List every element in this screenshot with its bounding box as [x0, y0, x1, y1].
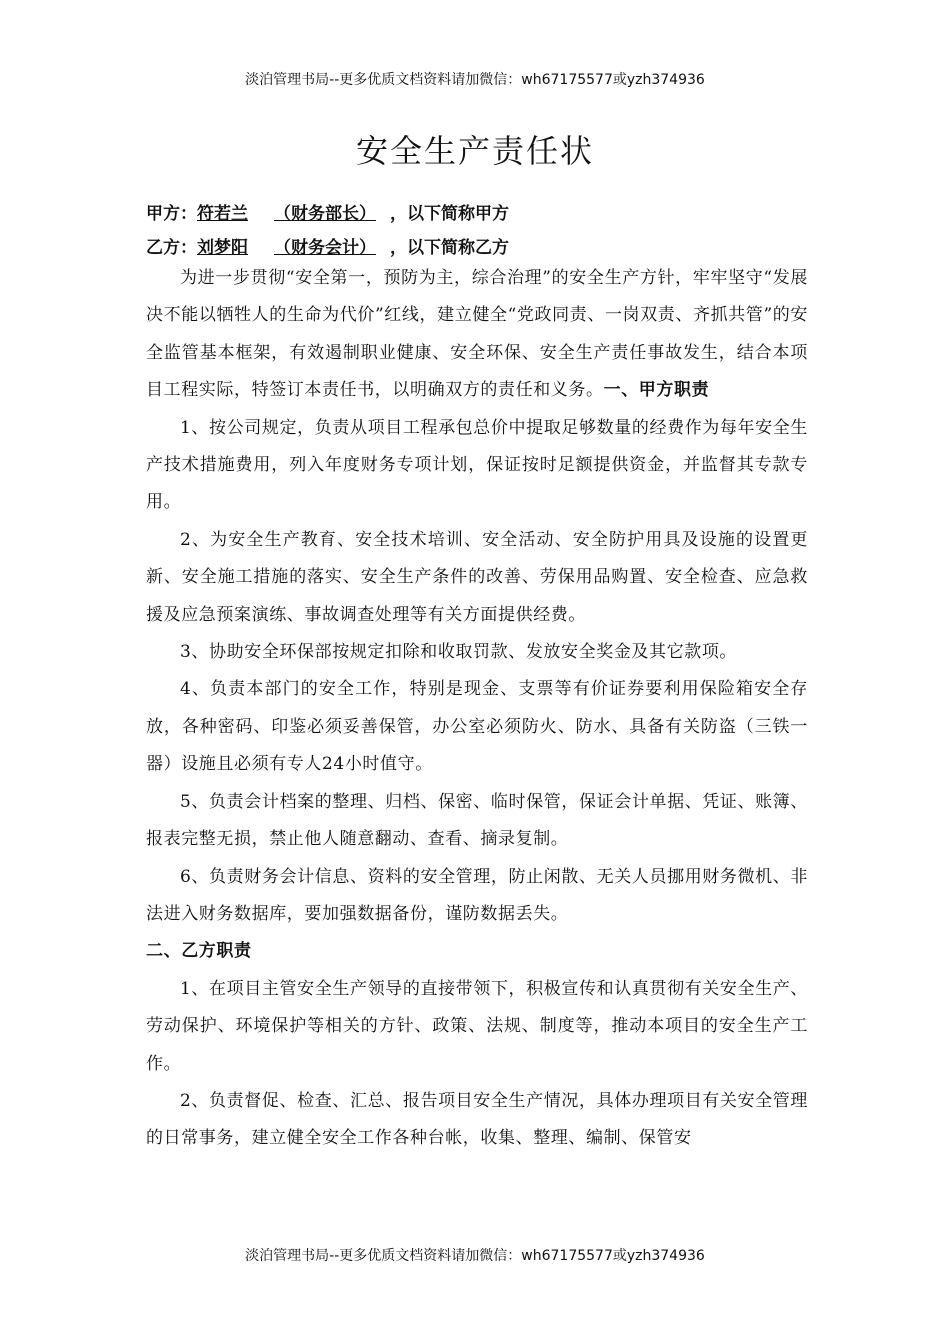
section-1-item: 5、负责会计档案的整理、归档、保密、临时保管，保证会计单据、凭证、账簿、报表完整无损，禁止他人随意翻动、查看、摘录复制。 [146, 791, 808, 850]
party-b-suffix: ，以下简称乙方 [390, 238, 509, 258]
party-b-role: （财务会计） [274, 238, 376, 258]
party-b-name-field [197, 238, 390, 258]
party-a-line [146, 199, 826, 224]
party-a-name-field [197, 204, 390, 224]
party-b-prefix: 乙方： [146, 238, 197, 258]
party-a-role: （财务部长） [274, 204, 376, 224]
section-1-title: 一、甲方职责 [603, 380, 710, 401]
section-2-item: 1、在项目主管安全生产领导的直接带领下，积极宣传和认真贯彻有关安全生产、劳动保护、环境保护等相关的方针、政策、法规、制度等，推动本项目的安全生产工作。 [146, 978, 808, 1074]
document-body [146, 260, 808, 1158]
section-2-title: 二、乙方职责 [146, 941, 252, 962]
section-1-item: 4、负责本部门的安全工作，特别是现金、支票等有价证券要利用保险箱安全存放，各种密码、印鉴必须妥善保管，办公室必须防火、防水、具备有关防盗（三铁一器）设施且必须有专人24小时值守。 [146, 679, 808, 775]
page-footer: 淡泊管理书局--更多优质文档资料请加微信：wh67175577或yzh374936 [245, 1248, 705, 1264]
section-1-item: 6、负责财务会计信息、资料的安全管理，防止闲散、无关人员挪用财务微机、非法进入财务数据库，要加强数据备份，谨防数据丢失。 [146, 866, 808, 924]
party-b-name: 刘梦阳 [197, 238, 248, 258]
section-1-item: 2、为安全生产教育、安全技术培训、安全活动、安全防护用具及设施的设置更新、安全施工措施的落实、安全生产条件的改善、劳保用品购置、安全检查、应急救援及应急预案演练、事故调查处理等有关方面提供经费。 [146, 529, 808, 625]
intro-text: 为进一步贯彻“安全第一，预防为主，综合治理”的安全生产方针，牢牢坚守“发展决不能以牺牲人的生命为代价”红线，建立健全“党政同责、一岗双责、齐抓共管”的安全监管基本框架，有效遏制职业健康、安全环保、安全生产责任事故发生，结合本项目工程实际，特签订本责任书，以明确双方的责任和义务。 [146, 268, 808, 401]
party-a-name: 符若兰 [197, 204, 248, 224]
party-b-line [146, 233, 826, 258]
section-1-item: 1、按公司规定，负责从项目工程承包总价中提取足够数量的经费作为每年安全生产技术措施费用，列入年度财务专项计划，保证按时足额提供资金，并监督其专款专用。 [146, 417, 808, 513]
party-a-prefix: 甲方： [146, 204, 197, 224]
page-header: 淡泊管理书局--更多优质文档资料请加微信：wh67175577或yzh374936 [245, 72, 705, 88]
section-1-item: 3、协助安全环保部按规定扣除和收取罚款、发放安全奖金及其它款项。 [180, 642, 738, 663]
document-title: 安全生产责任状 [355, 132, 594, 170]
party-a-suffix: ，以下简称甲方 [390, 204, 509, 224]
section-2-item: 2、负责督促、检查、汇总、报告项目安全生产情况，具体办理项目有关安全管理的日常事务，建立健全安全工作各种台帐，收集、整理、编制、保管安 [146, 1090, 808, 1149]
intro-paragraph [146, 260, 808, 410]
